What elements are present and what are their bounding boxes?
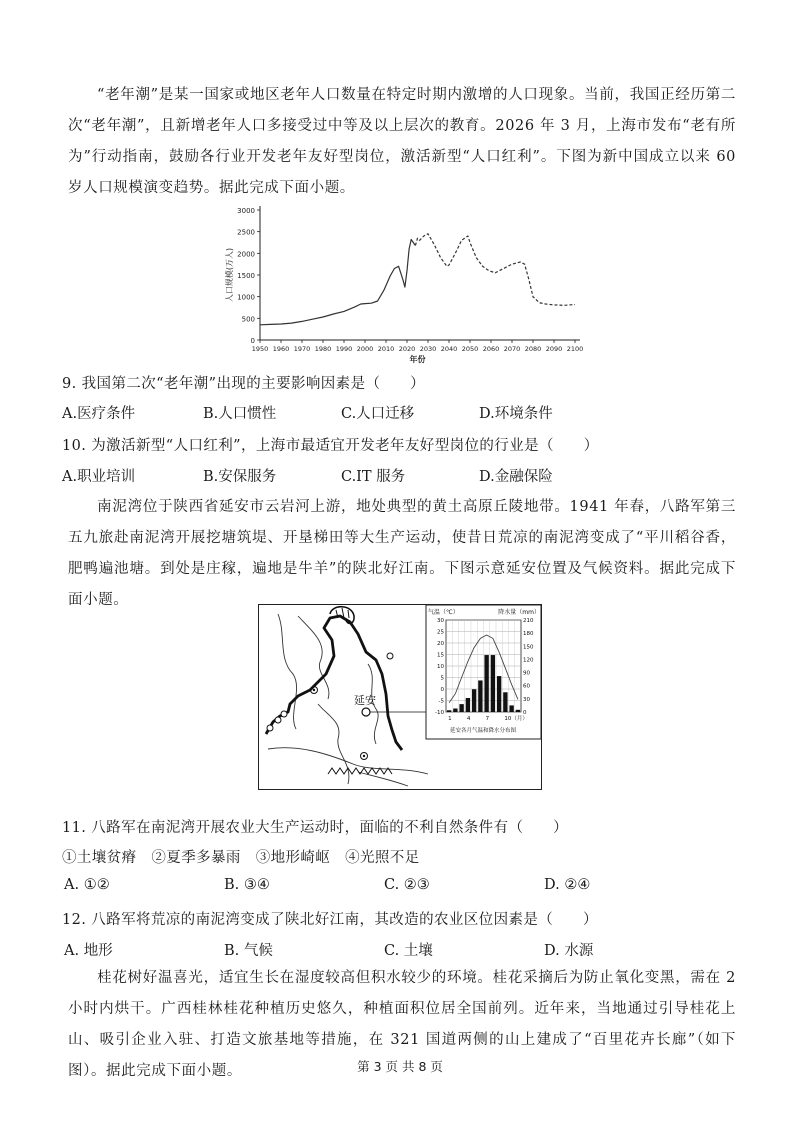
q11-option-a[interactable]: A. ①②: [64, 877, 110, 893]
climate-chart: [426, 605, 541, 739]
month-tick-label: 7: [485, 716, 490, 722]
yanan-label: 延安: [354, 694, 376, 707]
x-tick-label: 2040: [440, 345, 458, 353]
x-tick-label: 2030: [419, 345, 437, 353]
precipitation-bar: [497, 676, 501, 712]
temperature-tick-label: 25: [437, 629, 444, 636]
city-symbol-dot: [363, 755, 365, 757]
precipitation-tick-label: 180: [523, 631, 534, 638]
temperature-tick-label: 20: [437, 641, 444, 647]
precipitation-bar: [516, 710, 520, 712]
yanan-location-map: [258, 604, 542, 790]
q12-option-a[interactable]: A. 地形: [64, 943, 113, 959]
x-tick-label: 2090: [545, 345, 563, 353]
temperature-tick-label: 15: [437, 652, 444, 659]
y-axis-title: 人口规模(万人): [225, 247, 234, 303]
temperature-tick-label: 30: [437, 618, 444, 624]
q9-option-a[interactable]: A.医疗条件: [62, 406, 136, 422]
intro-text: 南泥湾位于陕西省延安市云岩河上游，地处典型的黄土高原丘陵地带。1941 年春，八路军第三五九旅赴南泥湾开展挖塘筑堤、开垦梯田等大生产运动，使昔日荒凉的南泥湾变成了“平川稻谷香，肥鸭遍池塘。到处是庄稼，遍地是牛羊”的陕北好江南。下图示意延安位置及气候资料。据此完成下面小题。: [68, 499, 736, 608]
q12-option-c[interactable]: C. 土壤: [384, 943, 433, 959]
town-symbol: [267, 725, 273, 731]
question-11-stem: 11. 八路军在南泥湾开展农业大生产运动时，面临的不利自然条件有（ ）: [62, 820, 569, 836]
temperature-tick-label: -5: [438, 698, 444, 705]
question-11-items: ①土壤贫瘠 ②夏季多暴雨 ③地形崎岖 ④光照不足: [62, 850, 420, 866]
precipitation-bar: [503, 692, 507, 712]
climate-chart-caption: 延安各月气温和降水分布图: [449, 728, 517, 734]
historical-population-line: [260, 240, 415, 325]
q9-option-c[interactable]: C.人口迁移: [341, 406, 415, 422]
precipitation-bar: [472, 689, 476, 712]
q12-option-b[interactable]: B. 气候: [224, 943, 273, 959]
precipitation-tick-label: 120: [523, 657, 534, 664]
y-tick-label: 1500: [237, 272, 255, 280]
precipitation-tick-label: 0: [523, 710, 527, 716]
x-tick-label: 1970: [293, 345, 311, 353]
q10-option-b[interactable]: B.安保服务: [203, 469, 277, 485]
precipitation-bar: [459, 704, 463, 712]
x-tick-label: 2020: [398, 345, 416, 353]
y-tick-label: 2500: [237, 228, 255, 237]
x-tick-label: 2010: [377, 345, 395, 353]
projected-population-line: [415, 234, 575, 305]
x-tick-label: 2080: [524, 345, 542, 353]
x-tick-label: 1950: [251, 345, 269, 353]
y-tick-label: 500: [241, 315, 255, 324]
population-line-chart: [220, 198, 600, 366]
intro-text: 桂花树好温喜光，适宜生长在湿度较高但积水较少的环境。桂花采摘后为防止氧化变黑，需在 2 小时内烘干。广西桂林桂花种植历史悠久，种植面积位居全国前列。近年来，当地通过引导桂花上山、吸引企业入驻、打造文旅基地等措施，在 321 国道两侧的山上建成了“百里花卉长廊”（如下图）。据此完成下面小题。: [68, 970, 736, 1079]
q9-option-d[interactable]: D.环境条件: [479, 406, 553, 422]
question-10-stem: 10. 为激活新型“人口红利”，上海市最适宜开发老年友好型岗位的行业是（ ）: [62, 438, 599, 454]
q11-option-c[interactable]: C. ②③: [384, 877, 430, 893]
question-9-stem: 9. 我国第二次“老年潮”出现的主要影响因素是（ ）: [62, 376, 426, 392]
x-axis-title: 年份: [409, 355, 426, 364]
y-tick-label: 3000: [237, 207, 255, 215]
x-tick-label: 2000: [356, 345, 374, 353]
q10-option-c[interactable]: C.IT 服务: [341, 469, 406, 485]
x-tick-label: 2050: [461, 345, 479, 353]
x-tick-label: 2070: [503, 345, 521, 353]
intro-text: “老年潮”是某一国家或地区老年人口数量在特定时期内激增的人口现象。当前，我国正经历第二次“老年潮”，且新增老年人口多接受过中等及以上层次的教育。2026 年 3 月，上海市发布“老有所为”行动指南，鼓励各行业开发老年友好型岗位，激活新型“人口红利”。下图为新中国成立以来 60 岁人口规模演变趋势。据此完成下面小题。: [68, 87, 736, 196]
precipitation-bar: [466, 698, 470, 712]
q11-option-b[interactable]: B. ③④: [224, 877, 270, 893]
precipitation-bar: [453, 708, 457, 712]
question-12-stem: 12. 八路军将荒凉的南泥湾变成了陕北好江南，其改造的农业区位因素是（ ）: [62, 912, 598, 928]
precipitation-axis-title: 降水量（mm）: [498, 609, 540, 616]
town-symbol: [281, 711, 287, 717]
precipitation-bar: [491, 655, 495, 712]
y-tick-label: 2000: [237, 250, 255, 259]
precipitation-tick-label: 90: [523, 670, 530, 677]
x-tick-label: 1960: [272, 345, 290, 353]
q11-option-d[interactable]: D. ②④: [544, 877, 591, 893]
precipitation-bar: [509, 705, 513, 712]
q10-option-a[interactable]: A.职业培训: [62, 469, 136, 485]
page-footer: 第 3 页 共 8 页: [357, 1059, 443, 1074]
q12-option-d[interactable]: D. 水源: [544, 943, 594, 959]
precipitation-bar: [484, 655, 488, 712]
town-symbol: [387, 653, 393, 659]
precipitation-tick-label: 60: [523, 683, 530, 690]
y-tick-label: 0: [250, 337, 255, 345]
temperature-axis-title: 气温（℃）: [428, 609, 459, 616]
city-symbol-dot: [313, 689, 315, 691]
q10-option-d[interactable]: D.金融保险: [479, 469, 553, 485]
month-tick-label: 10（月）: [504, 716, 528, 722]
intro-paragraph-nanniwan: [68, 492, 736, 616]
month-tick-label: 4: [466, 716, 471, 722]
precipitation-bar: [447, 710, 451, 712]
precipitation-tick-label: 210: [523, 618, 534, 624]
temperature-tick-label: -10: [435, 710, 444, 716]
x-tick-label: 1990: [335, 345, 353, 353]
y-tick-label: 1000: [237, 293, 255, 302]
temperature-tick-label: 5: [440, 675, 444, 682]
precipitation-tick-label: 30: [523, 696, 530, 703]
town-symbol: [275, 717, 281, 723]
precipitation-bar: [478, 680, 482, 712]
yanan-point: [362, 708, 370, 716]
x-tick-label: 2100: [566, 345, 584, 353]
x-tick-label: 1980: [314, 345, 332, 353]
intro-paragraph-aging: [68, 80, 736, 204]
temperature-tick-label: 10: [437, 664, 444, 670]
precipitation-tick-label: 150: [523, 644, 534, 651]
x-tick-label: 2060: [482, 345, 500, 353]
month-tick-label: 1: [448, 716, 452, 722]
temperature-tick-label: 0: [440, 687, 444, 693]
q9-option-b[interactable]: B.人口惯性: [203, 406, 277, 422]
